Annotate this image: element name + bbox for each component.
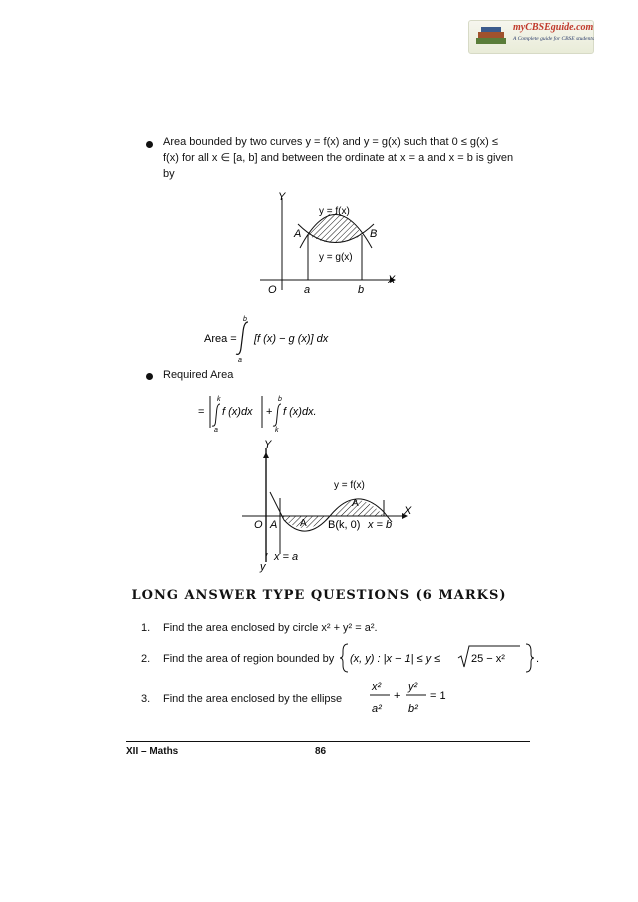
f-label: y = f(x) bbox=[334, 480, 365, 491]
point-b-label: B bbox=[370, 228, 378, 240]
formula2-int1-body: f (x)dx bbox=[222, 406, 253, 418]
formula2-int2-body: f (x)dx. bbox=[283, 406, 317, 418]
question-text: Find the area of region bounded by bbox=[163, 653, 335, 665]
ellipse-num1: x² bbox=[372, 681, 382, 693]
formula2-int1-upper: k bbox=[217, 396, 221, 403]
question-text: Find the area enclosed by the ellipse bbox=[163, 693, 343, 705]
page-number: 86 bbox=[315, 746, 327, 757]
footer-subject: XII – Maths bbox=[126, 746, 179, 757]
region-a2-label: A bbox=[352, 498, 359, 509]
formula1-prefix: Area = bbox=[204, 333, 237, 345]
region-a1-label: A bbox=[300, 518, 307, 529]
ellipse-eq: = 1 bbox=[430, 690, 446, 702]
point-a-label: A bbox=[270, 519, 278, 531]
question-number: 3. bbox=[141, 693, 151, 705]
g-label: y = g(x) bbox=[319, 252, 353, 263]
region-set-root: 25 − x² bbox=[471, 653, 505, 665]
formula2-int2-lower: k bbox=[275, 427, 279, 434]
xa-label: x = a bbox=[274, 551, 299, 563]
footer-rule bbox=[126, 741, 530, 742]
area-formula bbox=[198, 312, 378, 364]
question-text: Find the area enclosed by circle x² + y² = a². bbox=[163, 622, 378, 634]
region-set-left: (x, y) : |x − 1| ≤ y ≤ bbox=[350, 653, 441, 665]
y-neg-prime: ′ bbox=[266, 552, 268, 563]
y-axis-label: Y bbox=[264, 439, 272, 451]
question-number: 2. bbox=[141, 653, 151, 665]
formula2-int1-lower: a bbox=[214, 427, 218, 434]
b-k-label: B(k, 0) bbox=[328, 519, 361, 531]
area-between-curves-figure bbox=[250, 186, 410, 302]
integral-sign bbox=[236, 322, 248, 354]
ellipse-den1: a² bbox=[372, 703, 382, 715]
section-heading: LONG ANSWER TYPE QUESTIONS (6 MARKS) bbox=[131, 588, 507, 603]
tick-a-label: a bbox=[304, 284, 311, 296]
formula2-int2-upper: b bbox=[278, 396, 282, 403]
required-area-formula bbox=[196, 392, 336, 434]
books-icon bbox=[474, 24, 510, 50]
signed-area-figure bbox=[234, 436, 424, 574]
region-set-end: . bbox=[536, 653, 540, 665]
bullet-icon bbox=[146, 141, 153, 148]
point-a-label: A bbox=[294, 228, 302, 240]
formula1-upper: b bbox=[243, 316, 247, 323]
formula1-integrand: [f (x) − g (x)] dx bbox=[254, 333, 329, 345]
x-axis-label: X bbox=[388, 274, 396, 286]
f-label: y = f(x) bbox=[319, 206, 350, 217]
question-number: 1. bbox=[141, 622, 151, 634]
ellipse-num2: y² bbox=[408, 681, 418, 693]
origin-label: O bbox=[254, 519, 263, 531]
logo-title: myCBSEguide.com bbox=[513, 22, 594, 33]
ellipse-den2: b² bbox=[408, 703, 418, 715]
bullet2-text: Required Area bbox=[163, 369, 234, 381]
logo-subtitle: A Complete guide for CBSE students bbox=[513, 36, 595, 42]
formula2-plus: + bbox=[266, 406, 273, 418]
bullet1-line2: f(x) for all x ∈ [a, b] and between the ordinate at x = a and x = b is given bbox=[163, 152, 514, 164]
origin-label: O bbox=[268, 284, 277, 296]
ellipse-plus: + bbox=[394, 690, 401, 702]
bullet1-line3: by bbox=[163, 168, 175, 180]
xb-label: x = b bbox=[368, 519, 393, 531]
region-set-math bbox=[340, 641, 540, 675]
formula1-lower: a bbox=[238, 357, 242, 364]
bullet1-line1: Area bounded by two curves y = f(x) and y = g(x) such that 0 ≤ g(x) ≤ bbox=[163, 136, 498, 148]
y-axis-label: Y bbox=[278, 191, 286, 203]
formula2-eq: = bbox=[198, 406, 205, 418]
y-neg-label: y bbox=[260, 561, 266, 573]
bullet-icon bbox=[146, 373, 153, 380]
ellipse-equation bbox=[368, 676, 468, 720]
tick-b-label: b bbox=[358, 284, 365, 296]
x-axis-label: X bbox=[404, 505, 412, 517]
